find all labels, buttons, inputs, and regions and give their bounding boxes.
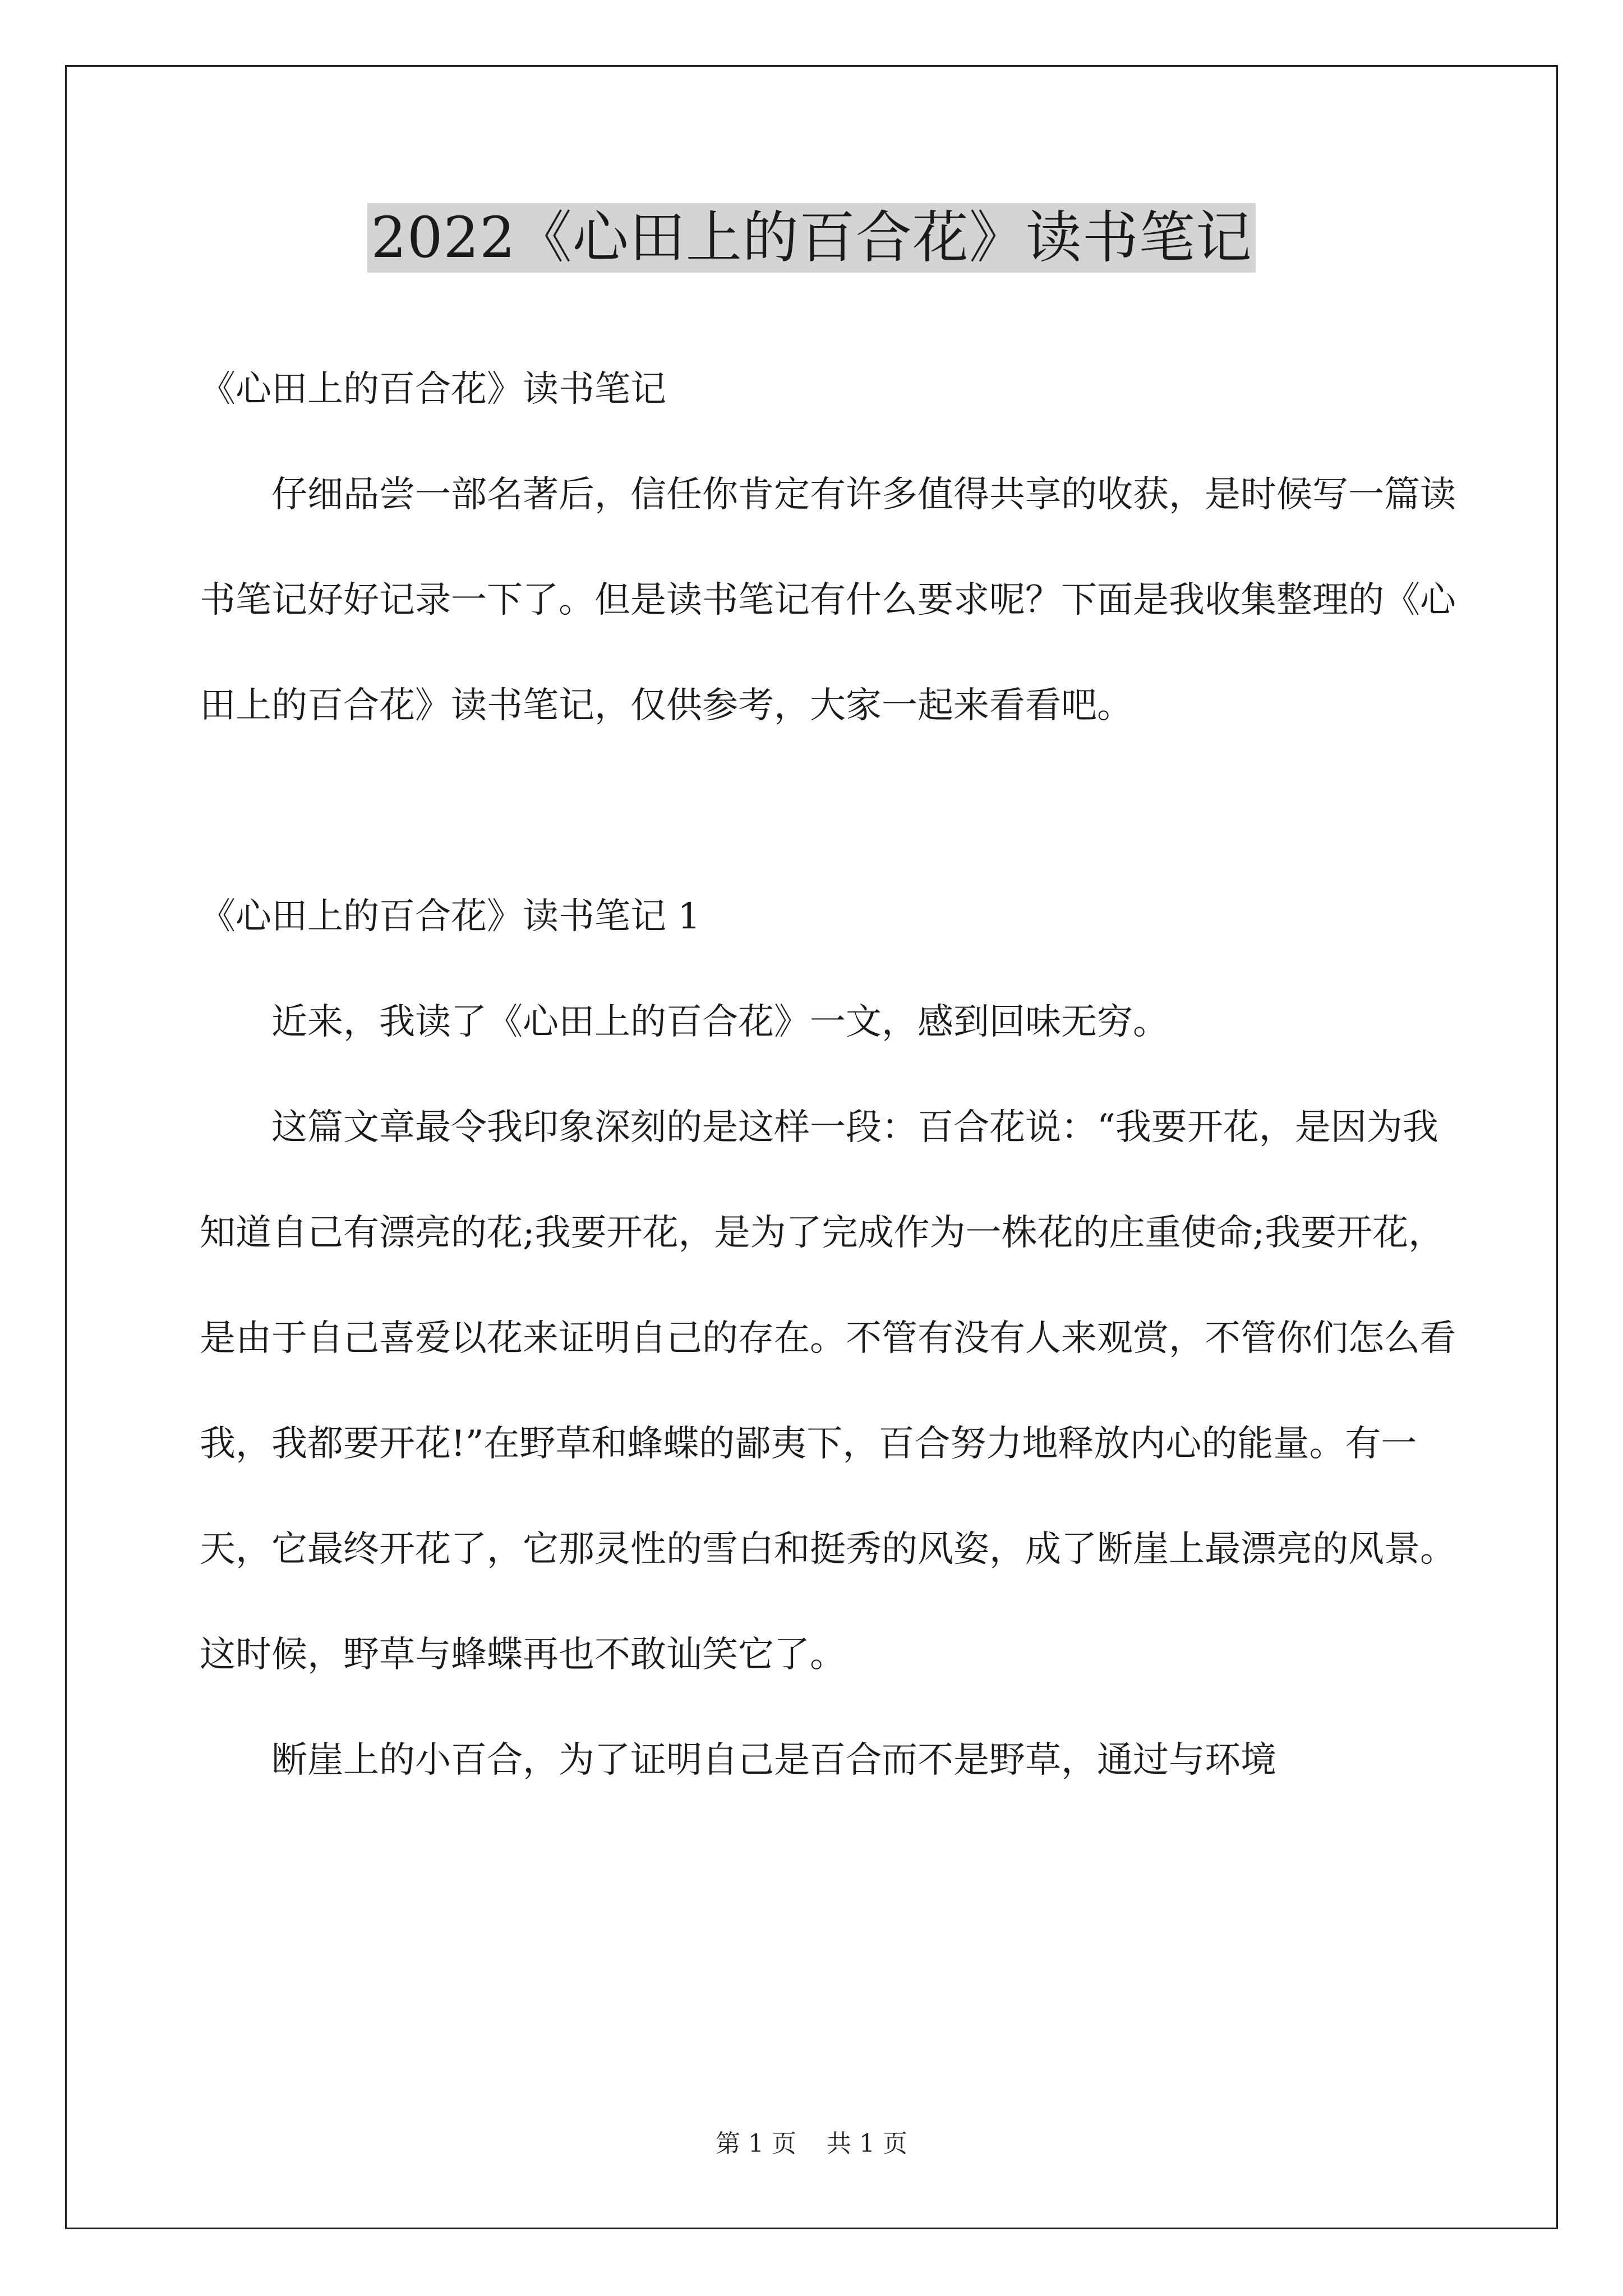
intro-paragraph: 仔细品尝一部名著后，信任你肯定有许多值得共享的收获，是时候写一篇读书笔记好好记录一下了。但是读书笔记有什么要求呢？下面是我收集整理的《心田上的百合花》读书笔记，仅供参考，大家一起来看看吧。: [200, 474, 1456, 726]
page-number: 第 1 页: [716, 2129, 796, 2158]
document-body: [200, 337, 1456, 1813]
body-paragraph: 断崖上的小百合，为了证明自己是百合而不是野草，通过与环境: [271, 1740, 1276, 1781]
body-paragraph: 近来，我读了《心田上的百合花》一文，感到回味无穷。: [271, 1001, 1169, 1043]
note-heading: 《心田上的百合花》读书笔记 1: [200, 896, 701, 937]
section-heading: 《心田上的百合花》读书笔记: [200, 369, 666, 410]
body-paragraph: 这篇文章最令我印象深刻的是这样一段：百合花说：“我要开花，是因为我知道自己有漂亮的花;我要开花，是为了完成作为一株花的庄重使命;我要开花，是由于自己喜爱以花来证明自己的存在。不管有没有人来观赏，不管你们怎么看我，我都要开花!”在野草和蜂蝶的鄙夷下，百合努力地释放内心的能量。有一天，它最终开花了，它那灵性的雪白和挺秀的风姿，成了断崖上最漂亮的风景。这时候，野草与蜂蝶再也不敢讪笑它了。: [200, 1107, 1456, 1676]
page-footer: [0, 2127, 1623, 2161]
document-title: 2022《心田上的百合花》读书笔记: [367, 203, 1256, 273]
paragraph-spacer: [200, 758, 1456, 864]
title-container: [0, 203, 1623, 273]
page-total: 共 1 页: [827, 2129, 907, 2158]
